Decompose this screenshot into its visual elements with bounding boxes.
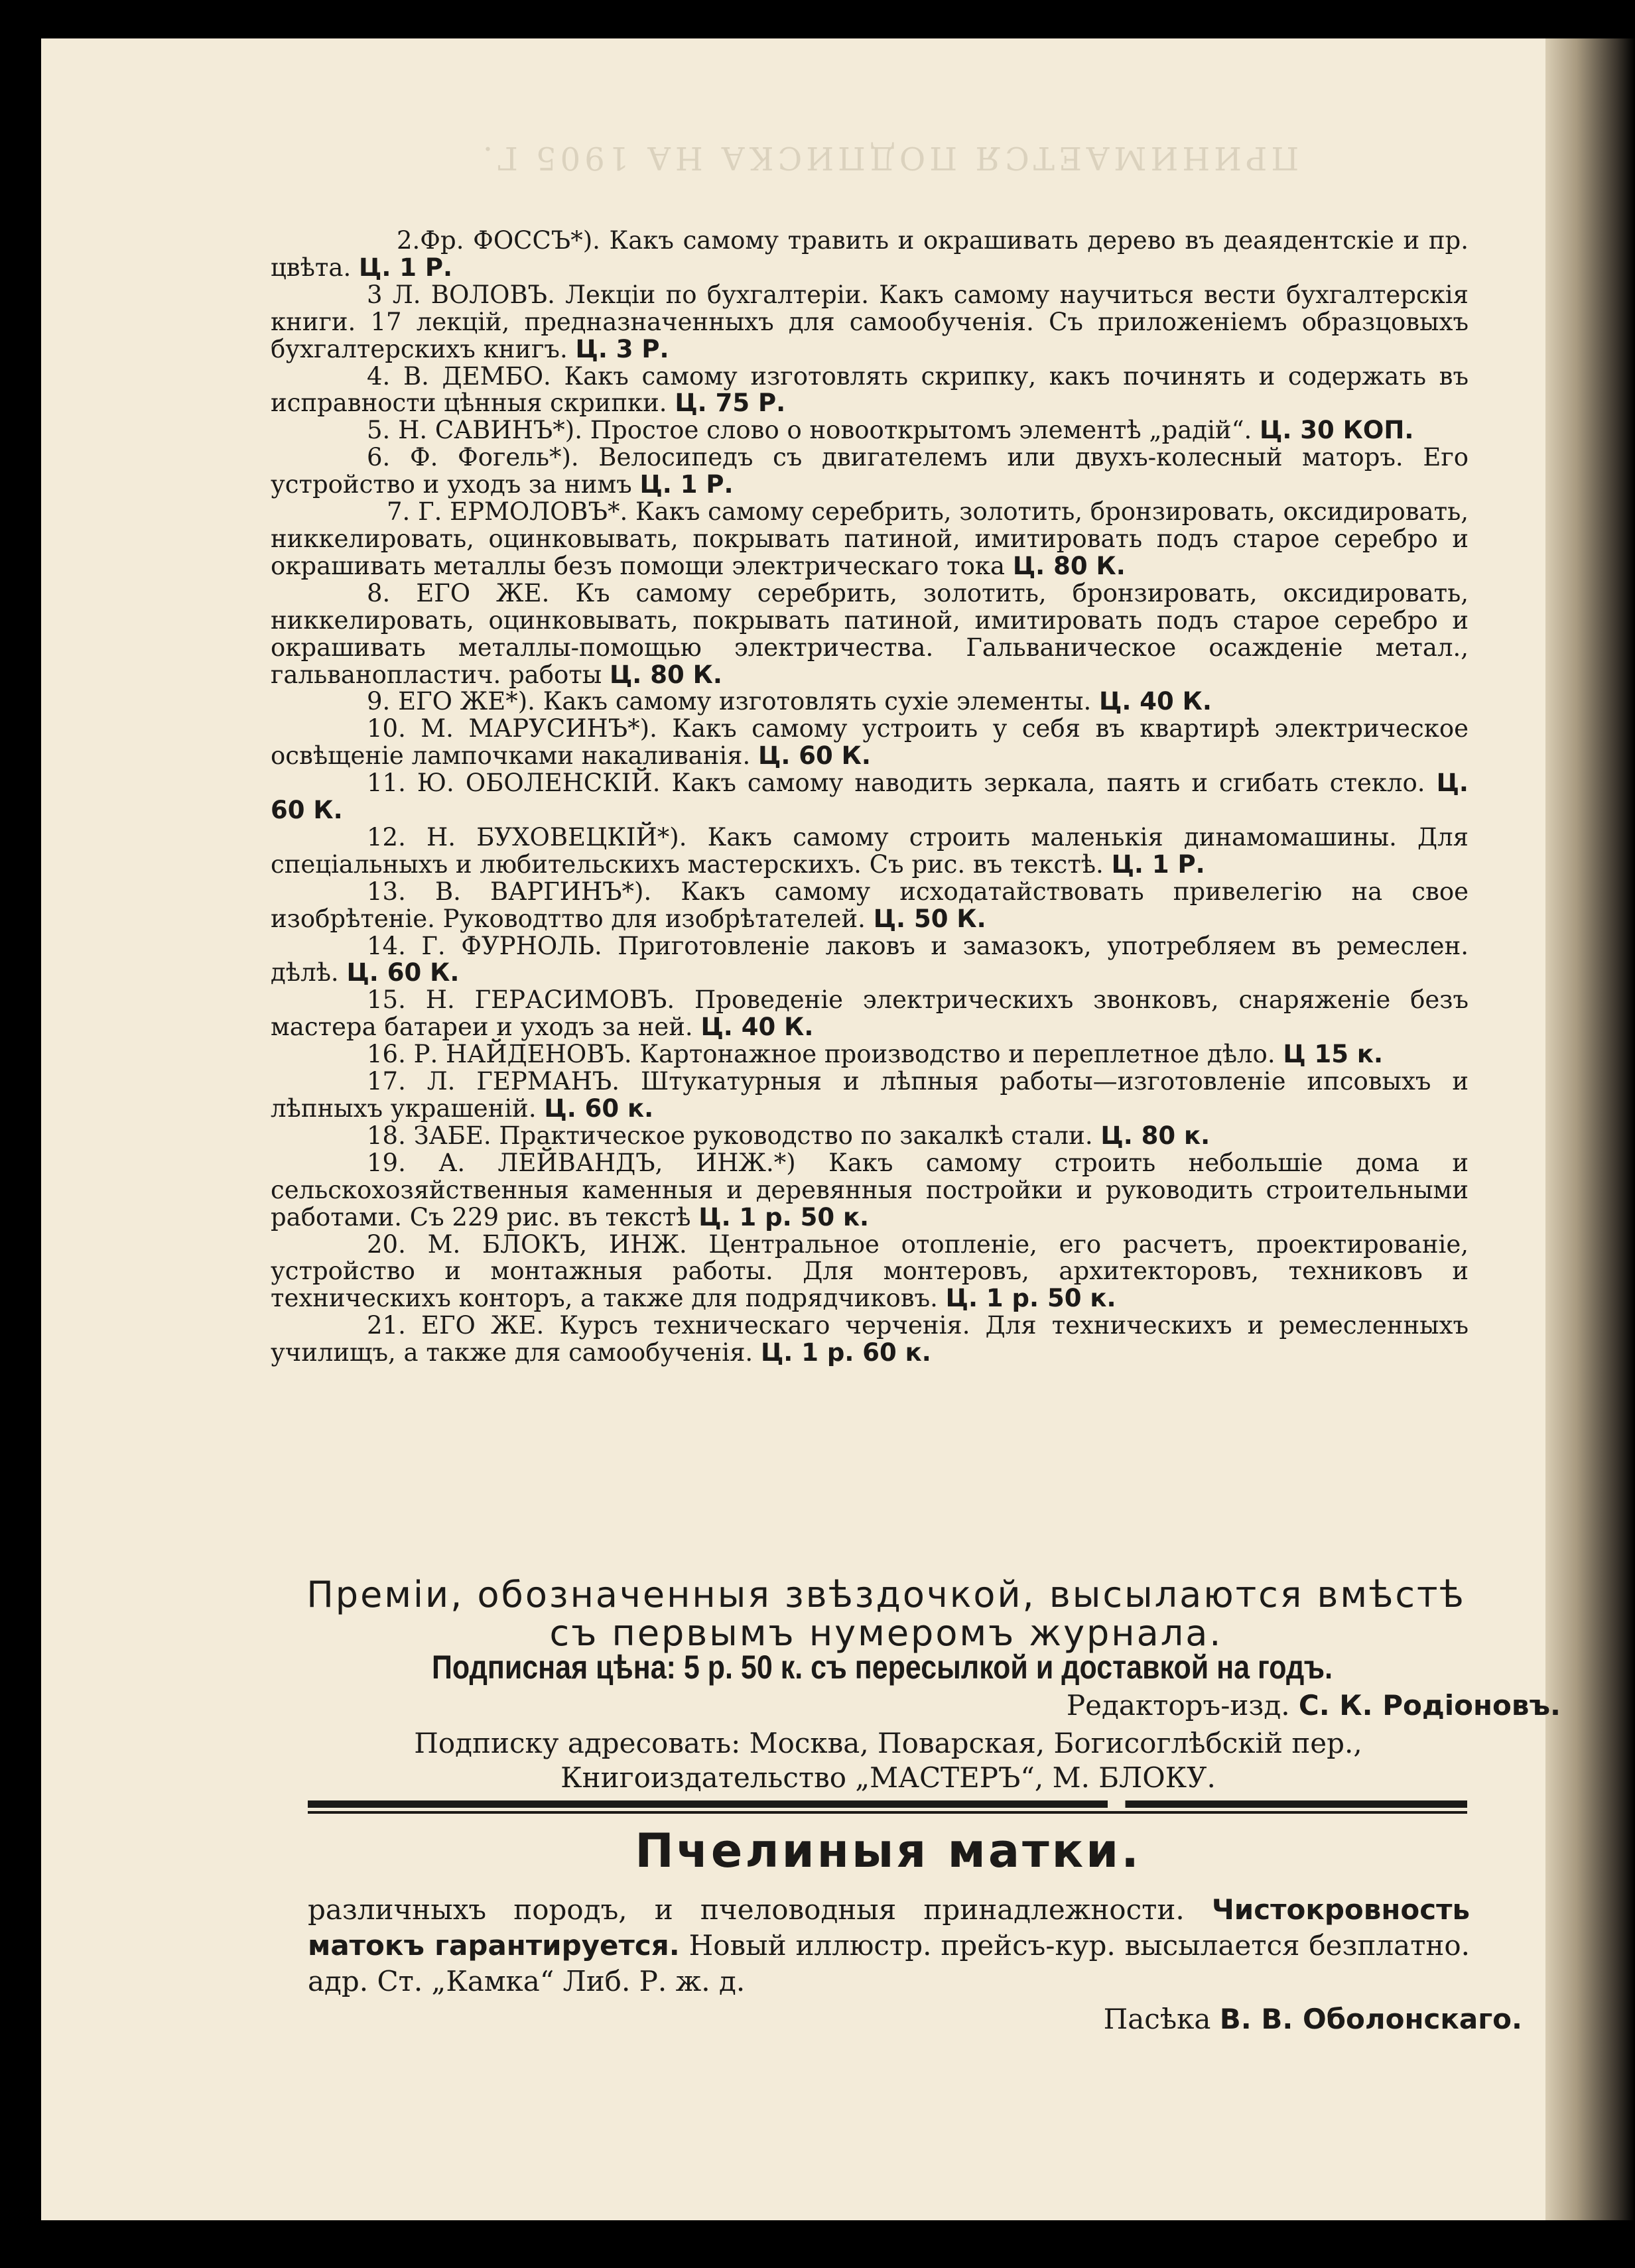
book-entry-price: Ц. 40 К.: [1099, 687, 1212, 716]
book-entry-price: Ц. 60 к.: [544, 1094, 654, 1123]
premium-book-list: [271, 227, 1469, 1367]
ad-signature: [1104, 2003, 1522, 2035]
book-entry: [271, 1231, 1469, 1313]
book-entry-price: Ц. 1 р. 50 к.: [698, 1202, 870, 1231]
subscription-price: Подписная цѣна: 5 р. 50 к. съ пересылкой и доставкой на годъ.: [431, 1649, 1333, 1686]
premium-note: Преміи, обозначенныя звѣздочкой, высылаются вмѣстѣ съ первымъ нумеромъ журнала.: [306, 1574, 1466, 1654]
editor-label: Редакторъ-изд.: [1066, 1689, 1290, 1722]
book-entry-price: Ц. 1 р. 50 к.: [945, 1284, 1116, 1313]
book-entry: [271, 987, 1469, 1041]
book-entry: [271, 1041, 1469, 1068]
book-entry-text: 10. М. МАРУСИНЪ*). Какъ самому устроить у себя въ квартирѣ электрическое освѣщеніе лампочками накаливанія.: [271, 714, 1469, 771]
book-entry: [271, 282, 1469, 363]
ad-text-plain: различныхъ породъ, и пчеловодныя принадлежности.: [308, 1893, 1185, 1926]
book-entry: [271, 444, 1469, 499]
book-entry-text: 15. Н. ГЕРАСИМОВЪ. Проведеніе электрическихъ звонковъ, снаряженіе безъ мастера батареи и уходъ за ней.: [271, 985, 1469, 1042]
book-entry-price: Ц 15 к.: [1283, 1040, 1384, 1069]
book-entry: [271, 933, 1469, 987]
book-entry: [271, 1150, 1469, 1231]
book-entry: [271, 499, 1469, 580]
book-entry: [271, 1068, 1469, 1123]
book-entry-text: 16. Р. НАЙДЕНОВЪ. Картонажное производство и переплетное дѣло.: [367, 1040, 1275, 1069]
book-entry-price: Ц. 80 к.: [1100, 1121, 1210, 1150]
book-entry: [271, 879, 1469, 933]
book-entry-text: 21. ЕГО ЖЕ. Курсъ техническаго черченія. Для техническихъ и ремесленныхъ училищъ, а также для самообученія.: [271, 1311, 1469, 1367]
book-entry: [271, 417, 1469, 444]
book-entry-text: 6. Ф. Фогель*). Велосипедъ съ двигателемъ или двухъ-колесный маторъ. Его устройство и уходъ за нимъ: [271, 443, 1469, 499]
book-entry-text: 20. М. БЛОКЪ, ИНЖ. Центральное отопленіе, его расчетъ, проектированіе, устройство и монтажныя работы. Для монтеровъ, архитекторовъ, техниковъ и техническихъ конторъ, а также для подрядчиковъ.: [271, 1229, 1469, 1313]
book-entry-text: 2.Фр. ФОССЪ*). Какъ самому травить и окрашивать дерево въ деаядентскіе и пр. цвѣта.: [271, 226, 1469, 282]
address-line-2: Книгоиздательство „МАСТЕРЪ“, М. БЛОКУ.: [560, 1761, 1216, 1794]
book-entry-text: 5. Н. САВИНЪ*). Простое слово о новооткрытомъ элементѣ „радій“.: [367, 416, 1252, 445]
book-entry-text: 13. В. ВАРГИНЪ*). Какъ самому исходатайствовать привелегію на свое изобрѣтеніе. Руководттво для изобрѣтателей.: [271, 877, 1469, 933]
apiary-name: В. В. Оболонскаго.: [1219, 2003, 1522, 2035]
book-entry: [271, 1123, 1469, 1150]
ad-text-rest: Новый иллюстр. прейсъ-кур. высылается безплатно. адр. Ст. „Камка“ Либ. Р. ж. д.: [308, 1929, 1471, 1997]
book-entry-price: Ц. 60 К.: [758, 741, 871, 771]
book-entry: [271, 688, 1469, 716]
book-entry-price: Ц. 80 К.: [1012, 551, 1126, 580]
book-spine-shadow: [1545, 38, 1635, 2220]
book-entry-price: Ц. 1 Р.: [639, 470, 734, 499]
book-entry-price: Ц. 80 К.: [609, 660, 722, 689]
ad-text-bold: Чистокровность матокъ гарантируется.: [308, 1893, 1470, 1962]
ghost-header-bleedthrough: ПРИНИМАЕТСЯ ПОДПИСКА НА 1905 Г.: [478, 139, 1299, 176]
book-entry-text: 17. Л. ГЕРМАНЪ. Штукатурныя и лѣпныя работы—изготовленіе ипсовыхъ и лѣпныхъ украшеній.: [271, 1067, 1469, 1123]
book-entry-text: 18. ЗАБЕ. Практическое руководство по закалкѣ стали.: [367, 1121, 1093, 1150]
book-entry-text: 14. Г. ФУРНОЛЬ. Приготовленіе лаковъ и замазокъ, употребляем въ ремеслен. дѣлѣ.: [271, 931, 1469, 987]
book-entry-price: Ц. 3 Р.: [575, 334, 669, 363]
book-entry: [271, 1312, 1469, 1367]
book-entry-text: 3 Л. ВОЛОВЪ. Лекціи по бухгалтеріи. Какъ самому научиться вести бухгалтерскія книги. 17 лекцій, предназначенныхъ для самообученія. Съ приложеніемъ образцовыхъ бухгалтерскихъ книгъ.: [271, 280, 1469, 363]
book-entry: [271, 824, 1469, 879]
book-entry-price: Ц. 50 К.: [873, 904, 986, 933]
book-entry-price: Ц. 60 К.: [346, 958, 460, 987]
book-entry-text: 8. ЕГО ЖЕ. Къ самому серебрить, золотить, бронзировать, оксидировать, никкелировать, оцинковывать, покрывать патиной, имитировать подъ старое серебро и окрашивать металлы-помощью электричества. Гальваническое осажденіе метал., гальванопластич. работы: [271, 578, 1469, 689]
book-entry-price: Ц. 60 К.: [271, 769, 1469, 825]
book-entry-text: 7. Г. ЕРМОЛОВЪ*. Какъ самому серебрить, золотить, бронзировать, оксидировать, никкелировать, оцинковывать, покрывать патиной, имитировать подъ старое серебро и окрашивать металлы безъ помощи электрическаго тока: [271, 497, 1469, 580]
apiary-label: Пасѣка: [1103, 2003, 1211, 2035]
book-entry-price: Ц. 75 Р.: [675, 389, 786, 418]
book-entry-price: Ц. 1 Р.: [1111, 850, 1205, 879]
ad-title: Пчелиныя матки.: [635, 1824, 1142, 1878]
book-entry: [271, 363, 1469, 418]
book-entry: [271, 716, 1469, 770]
book-entry: [271, 580, 1469, 689]
editor-line: [1067, 1689, 1561, 1722]
address-line-1: Подписку адресовать: Москва, Поварская, Богисоглѣбскій пер.,: [414, 1727, 1362, 1759]
book-entry-text: 12. Н. БУХОВЕЦКІЙ*). Какъ самому строить маленькія динамомашины. Для спеціальныхъ и любительскихъ мастерскихъ. Съ рис. въ текстѣ.: [271, 822, 1469, 879]
book-entry-price: Ц. 30 КОП.: [1260, 416, 1414, 445]
book-entry-price: Ц. 40 К.: [700, 1013, 814, 1042]
book-entry: [271, 227, 1469, 282]
divider-thin: [308, 1811, 1467, 1814]
divider-rules: [308, 1800, 1467, 1814]
divider-thick: [308, 1800, 1467, 1808]
book-entry-text: 11. Ю. ОБОЛЕНСКІЙ. Какъ самому наводить зеркала, паять и сгибать стекло.: [367, 769, 1425, 798]
ad-body: [308, 1892, 1470, 1999]
book-entry-text: 19. А. ЛЕЙВАНДЪ, ИНЖ.*) Какъ самому строить небольшіе дома и сельскохозяйственныя каменныя и деревянныя постройки и руководить строительными работами. Съ 229 рис. въ текстѣ: [271, 1148, 1469, 1231]
book-entry-text: 4. В. ДЕМБО. Какъ самому изготовлять скрипку, какъ починять и содержать въ исправности цѣнныя скрипки.: [271, 361, 1469, 418]
book-entry: [271, 770, 1469, 824]
subscription-address: [308, 1726, 1469, 1795]
editor-name: С. К. Родіоновъ.: [1298, 1689, 1561, 1722]
book-entry-text: 9. ЕГО ЖЕ*). Какъ самому изготовлять сухіе элементы.: [367, 687, 1092, 716]
book-entry-price: Ц. 1 р. 60 к.: [760, 1338, 931, 1367]
book-entry-price: Ц. 1 Р.: [359, 253, 453, 282]
